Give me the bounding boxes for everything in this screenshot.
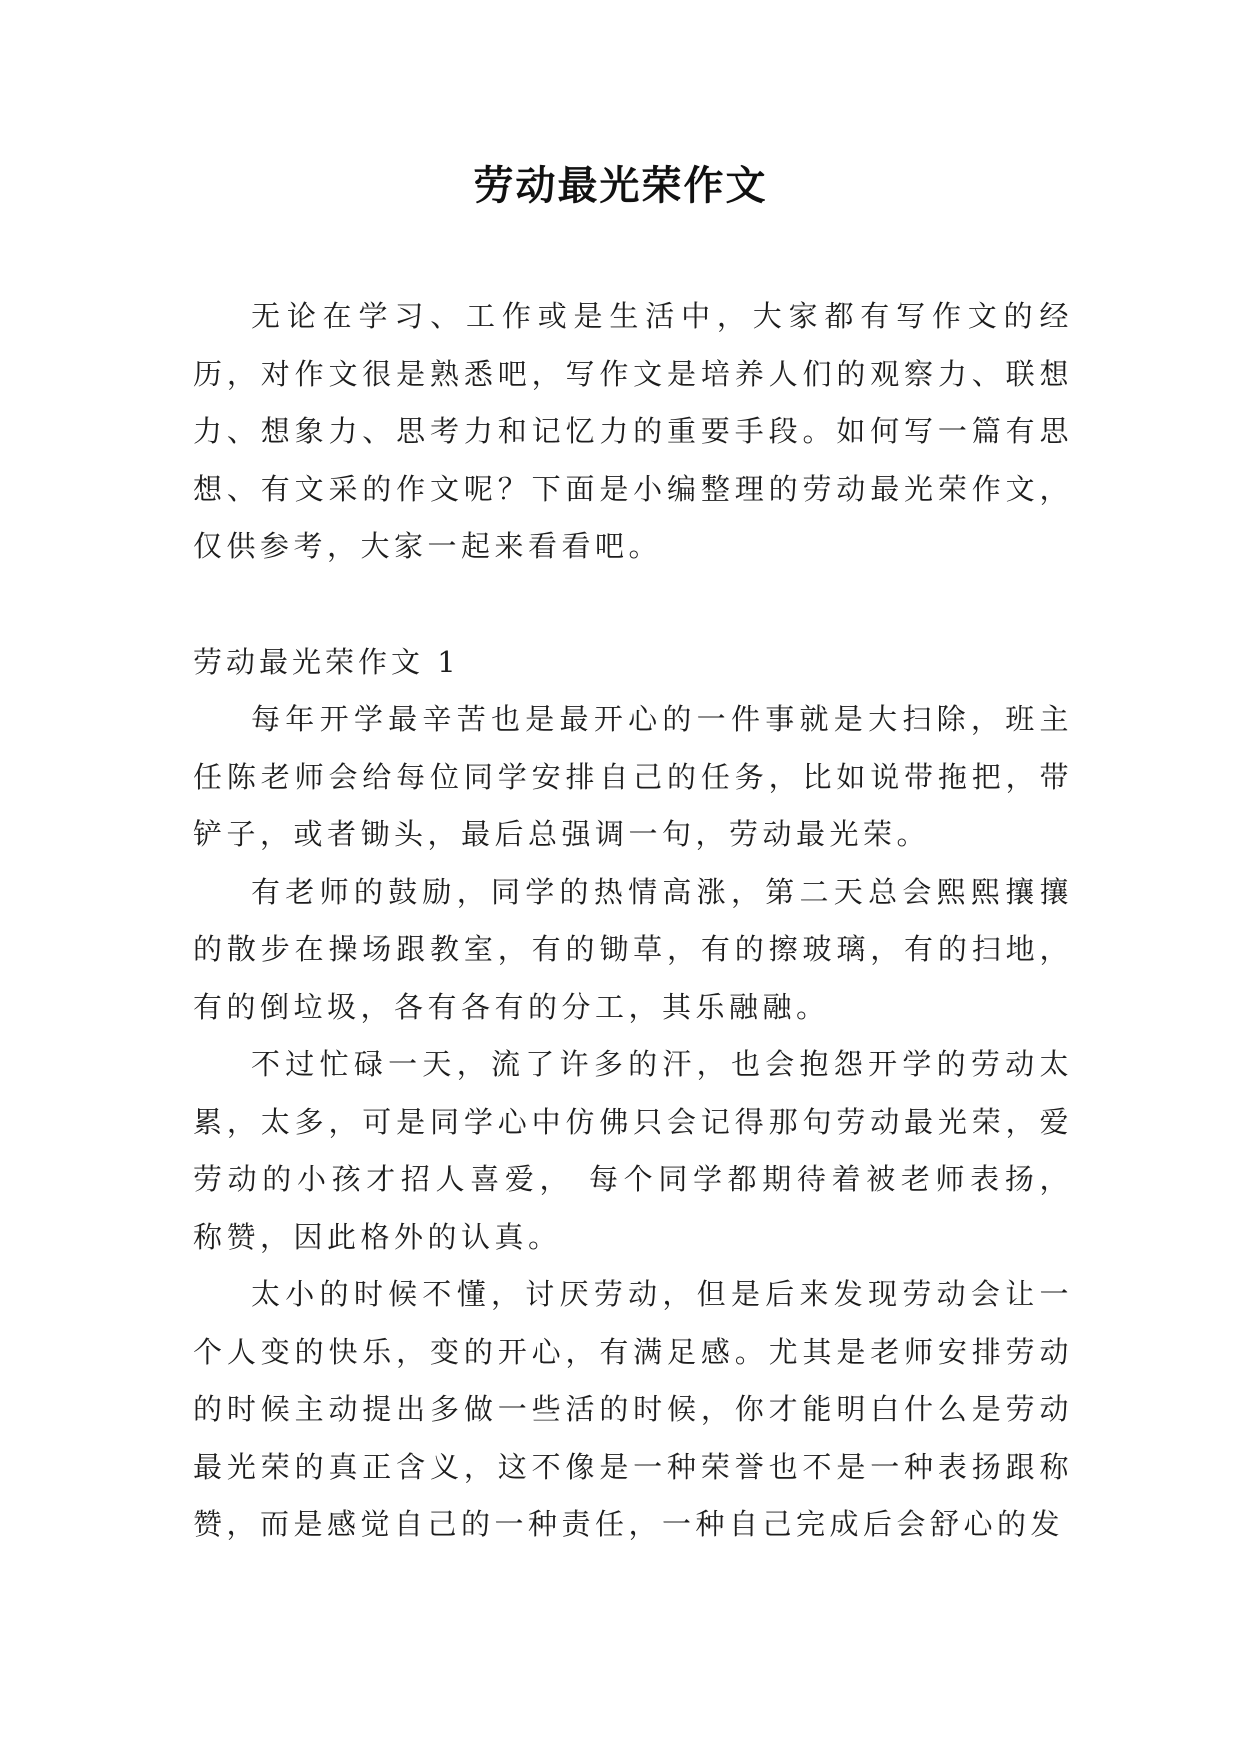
section-heading: 劳动最光荣作文 1 <box>193 644 460 679</box>
body-paragraph: 太小的时候不懂，讨厌劳动，但是后来发现劳动会让一个人变的快乐，变的开心，有满足感。尤其是老师安排劳动的时候主动提出多做一些活的时候，你才能明白什么是劳动最光荣的真正含义，这不像是一种荣誉也不是一种表扬跟称赞，而是感觉自己的一种责任，一种自己完成后会舒心的发 <box>193 1277 1073 1541</box>
body-paragraph: 不过忙碌一天，流了许多的汗，也会抱怨开学的劳动太累，太多，可是同学心中仿佛只会记得那句劳动最光荣，爱劳动的小孩才招人喜爱， 每个同学都期待着被老师表扬，称赞，因此格外的认真。 <box>193 1047 1073 1254</box>
document-body <box>193 288 1073 1554</box>
body-paragraph: 有老师的鼓励，同学的热情高涨，第二天总会熙熙攘攘的散步在操场跟教室，有的锄草，有的擦玻璃，有的扫地，有的倒垃圾，各有各有的分工，其乐融融。 <box>193 874 1073 1024</box>
body-paragraph: 每年开学最辛苦也是最开心的一件事就是大扫除，班主任陈老师会给每位同学安排自己的任务，比如说带拖把，带铲子，或者锄头，最后总强调一句，劳动最光荣。 <box>193 702 1073 851</box>
document-title: 劳动最光荣作文 <box>473 162 768 209</box>
intro-paragraph: 无论在学习、工作或是生活中，大家都有写作文的经历，对作文很是熟悉吧，写作文是培养人们的观察力、联想力、想象力、思考力和记忆力的重要手段。如何写一篇有思想、有文采的作文呢？下面是小编整理的劳动最光荣作文，仅供参考，大家一起来看看吧。 <box>193 299 1073 563</box>
